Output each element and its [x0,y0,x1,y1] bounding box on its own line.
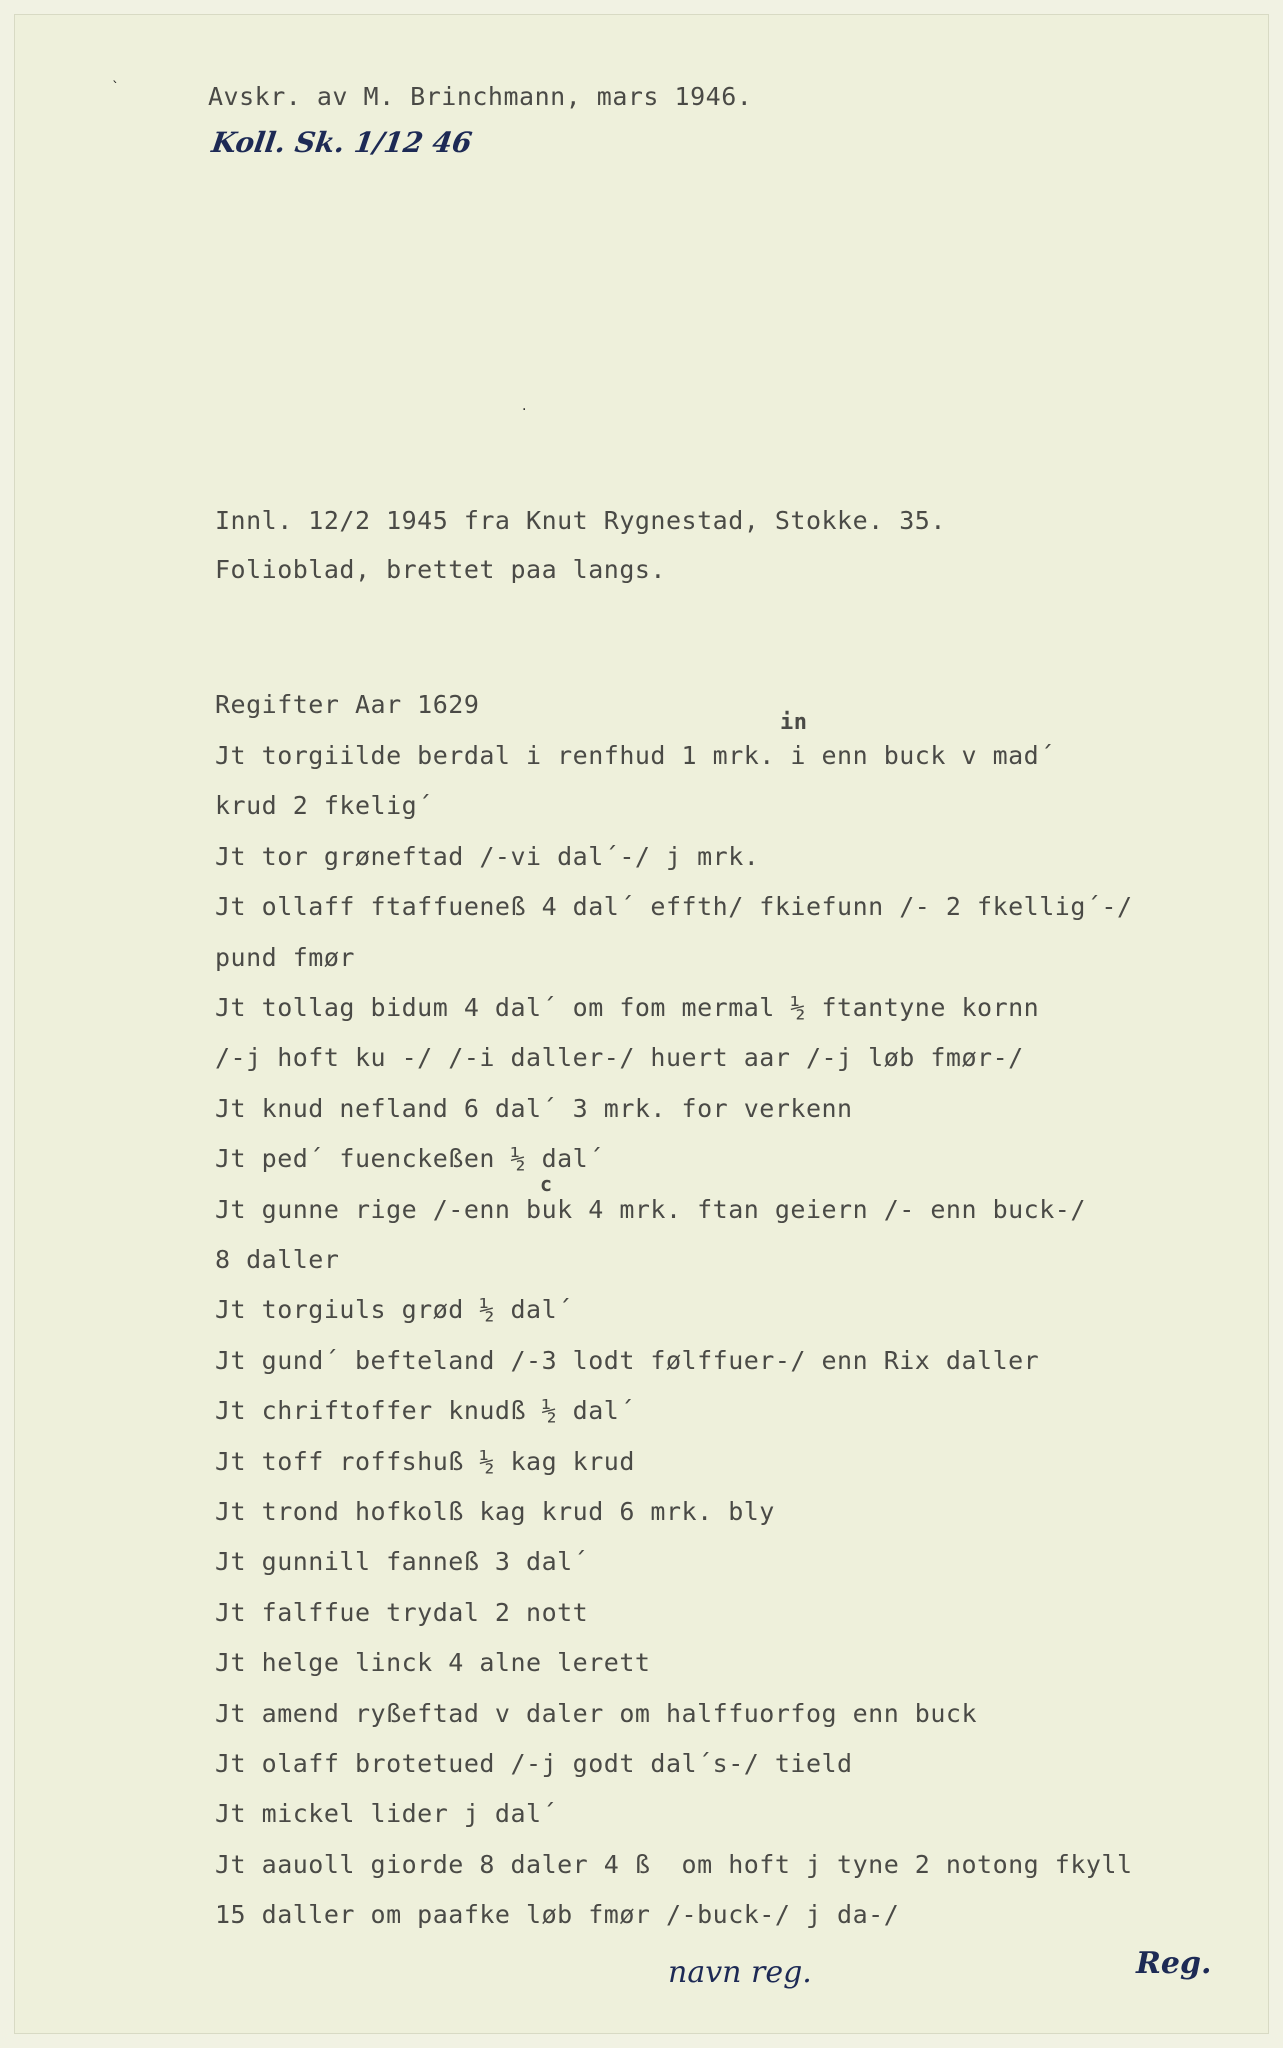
register-line: Jt aauoll giorde 8 daler 4 ß om hoft j tyne 2 notong fkyll [215,1850,1133,1879]
register-heading: Regifter Aar 1629 [215,690,480,719]
register-line: Jt gund´ befteland /-3 lodt følffuer-/ enn Rix daller [215,1346,1040,1375]
document-page [14,14,1269,2034]
insertion-above: in [780,710,808,735]
register-line: 8 daller [215,1245,340,1274]
stray-dot: . [522,398,527,414]
register-line: Jt ped´ fuenckeßen ½ dal´ [215,1144,604,1173]
register-line: Jt mickel lider j dal´ [215,1799,558,1828]
stray-mark: ` [112,80,119,96]
register-line: krud 2 fkelig´ [215,791,433,820]
register-line: Jt gunne rige /-enn buk 4 mrk. ftan geiern /- enn buck-/ [215,1195,1086,1224]
register-line: Jt trond hofkolß kag krud 6 mrk. bly [215,1497,775,1526]
collation-note: Koll. Sk. 1/12 46 [209,126,474,159]
register-line: Jt helge linck 4 alne lerett [215,1648,651,1677]
register-line: pund fmør [215,943,355,972]
register-line: Jt knud nefland 6 dal´ 3 mrk. for verkenn [215,1094,853,1123]
register-line: Jt tor grøneftad /-vi dal´-/ j mrk. [215,842,760,871]
insertion-c: c [540,1172,553,1196]
received-line: Innl. 12/2 1945 fra Knut Rygnestad, Stokke. 35. [215,506,946,535]
annotation-right: Reg. [1136,1946,1212,1981]
register-line: Jt gunnill fanneß 3 dal´ [215,1547,589,1576]
register-line: Jt falffue trydal 2 nott [215,1598,589,1627]
register-line: /-j hoft ku -/ /-i daller-/ huert aar /-j løb fmør-/ [215,1043,1024,1072]
register-line: Jt tollag bidum 4 dal´ om fom mermal ½ ftantyne kornn [215,993,1040,1022]
register-line: Jt toff roffshuß ½ kag krud [215,1447,635,1476]
register-line: Jt olaff brotetued /-j godt dal´s-/ tield [215,1749,853,1778]
register-line: Jt torgiilde berdal i renfhud 1 mrk. i enn buck v mad´ [215,741,1055,770]
register-line: 15 daller om paafke løb fmør /-buck-/ j da-/ [215,1900,900,1929]
register-line: Jt amend ryßeftad v daler om halffuorfog enn buck [215,1699,978,1728]
register-line: Jt ollaff ftaffueneß 4 dal´ effth/ fkiefunn /- 2 fkellig´-/ [215,892,1133,921]
folio-line: Folioblad, brettet paa langs. [215,555,666,584]
transcriber-line: Avskr. av M. Brinchmann, mars 1946. [208,82,753,111]
register-line: Jt torgiuls grød ½ dal´ [215,1295,573,1324]
register-line: Jt chriftoffer knudß ½ dal´ [215,1396,635,1425]
annotation-left: navn reg. [668,1955,812,1990]
